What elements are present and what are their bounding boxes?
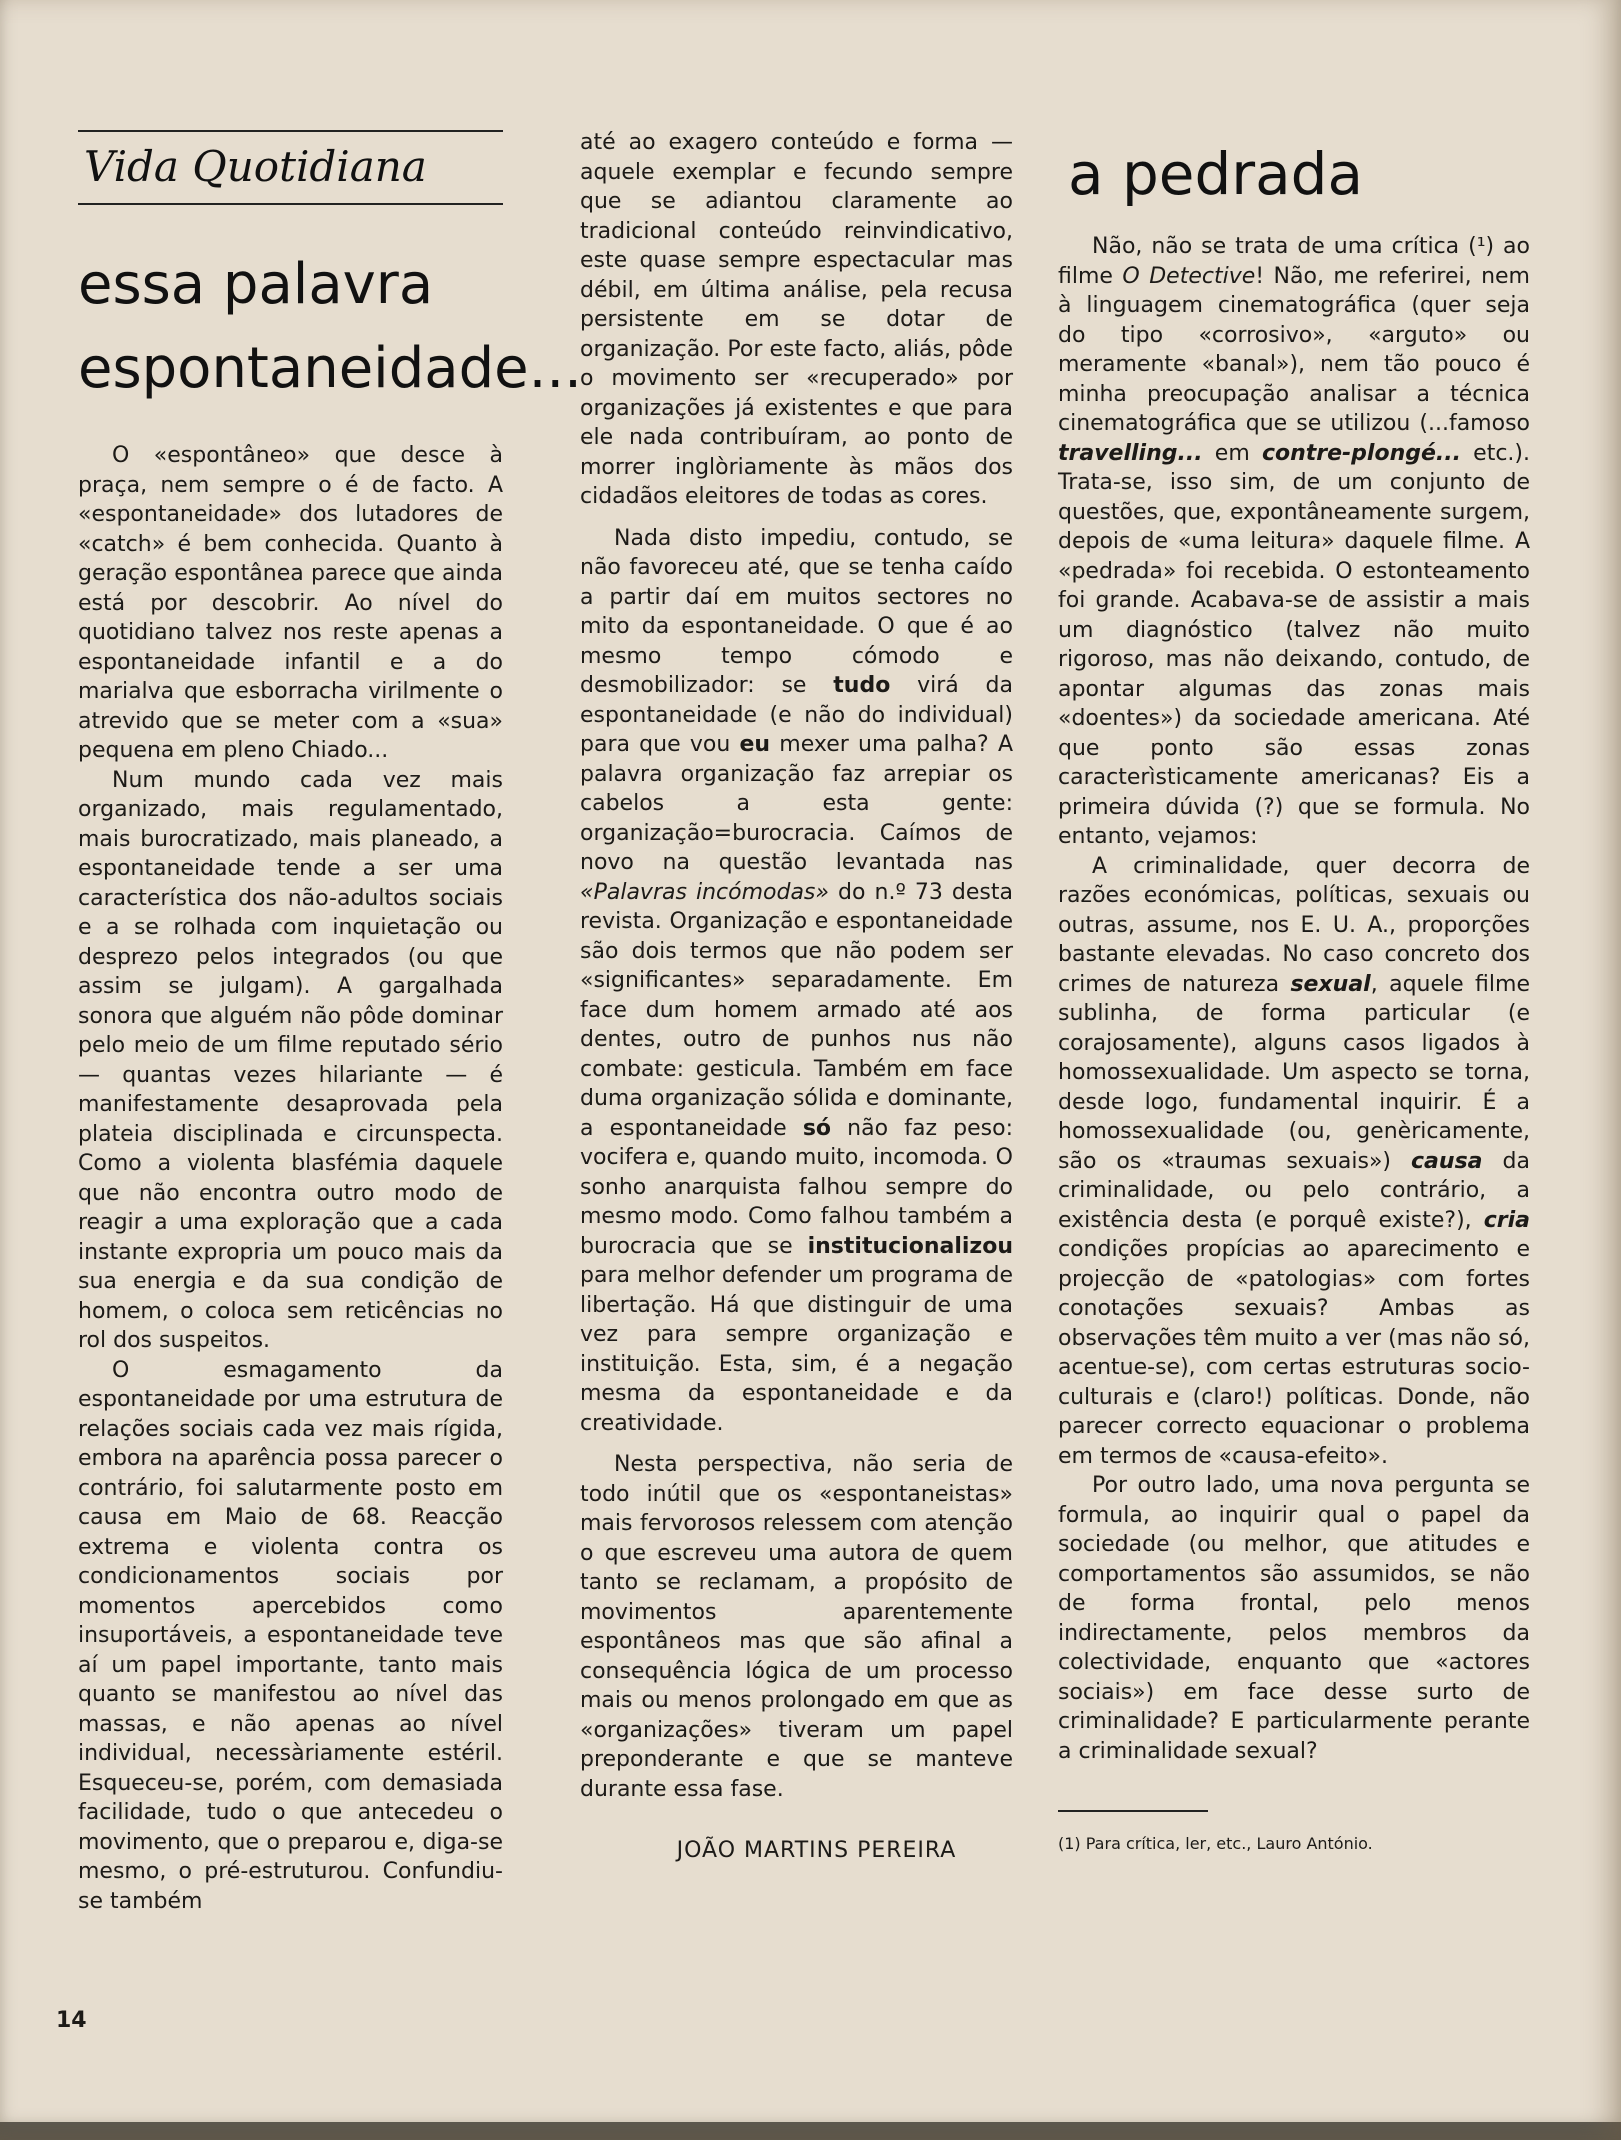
text-run: etc.). Trata-se, isso sim, de um conjunto de questões, que, expontâneamente surgem, depois de «uma leitura» daquele filme. A «pedrada» foi recebida. O estonteamento foi grande. Acabava-se de assistir a mais um diagnóstico (talvez não muito rigoroso, mas não deixando, contudo, de apontar algumas das zonas mais «doentes») da sociedade americana. Até que ponto são essas zonas caracterìsticamente americanas? Eis a primeira dúvida (?) que se formula. No entanto, vejamos: [1058, 440, 1530, 849]
column-right [1058, 128, 1530, 1853]
bold-run: só [802, 1115, 832, 1141]
text-run: Nada disto impediu, contudo, se não favoreceu até, que se tenha caído a partir daí em muitos sectores no mito da espontaneidade. O que é ao mesmo tempo cómodo e desmobilizador: se [580, 525, 1013, 698]
paragraph [1058, 232, 1530, 852]
bold-run: tudo [833, 673, 891, 698]
bold-italic-run: travelling... [1058, 440, 1203, 466]
scan-bottom-strip [0, 2122, 1621, 2140]
section-label: Vida Quotidiana [84, 142, 427, 191]
bold-italic-run: cria [1483, 1207, 1530, 1233]
text-run: da criminalidade, ou pelo contrário, a existência desta (e porquê existe?), [1058, 1148, 1530, 1233]
footnote-divider [1058, 1810, 1208, 1812]
footnote: (1) Para crítica, ler, etc., Lauro António. [1058, 1834, 1373, 1853]
text-run: do n.º 73 desta revista. Organização e espontaneidade são dois termos que não podem ser «significantes» separadamente. Em face dum homem armado até aos dentes, outro de punhos nus não combate: gesticula. Também em face duma organização sólida e dominante, a espontaneidade [580, 879, 1013, 1141]
paragraph: Num mundo cada vez mais organizado, mais regulamentado, mais burocratizado, mais planeado, a espontaneidade tende a ser uma característica dos não-adultos sociais e a se rolhada com inquietação ou desprezo pelos integrados (ou que assim se julgam). A gargalhada sonora que alguém não pôde dominar pelo meio de um filme reputado sério — quantas vezes hilariante — é manifestamente desaprovada pela plateia disciplinada e circunspecta. Como a violenta blasfémia daquele que não encontra outro modo de reagir a uma exploração que a cada instante expropria um pouco mais da sua energia e da sua condição de homem, o coloca sem reticências no rol dos suspeitos. [78, 767, 503, 1353]
text-run: Não, não se trata de uma crítica (¹) ao filme [1058, 234, 1530, 289]
italic-run: «Palavras incómodas» [580, 879, 829, 905]
text-run: não faz peso: vocifera e, quando muito, incomoda. O sonho anarquista falhou sempre do mesmo modo. Como falhou também a burocracia que se [580, 1115, 1013, 1259]
bold-italic-run: contre-plongé... [1261, 440, 1461, 466]
section-rubric [78, 130, 503, 205]
text-run: condições propícias ao aparecimento e projecção de «patologias» com fortes conotações sexuais? Ambas as observações têm muito a ver (mas não só, acentue-se), com certas estruturas socio-culturais e (claro!) políticas. Donde, não parecer correcto equacionar o problema em termos de «causa-efeito». [1058, 1237, 1530, 1469]
article-title-line2: espontaneidade... [78, 336, 582, 401]
italic-run: O Detective [1122, 263, 1256, 289]
paragraph: Nesta perspectiva, não seria de todo inútil que os «espontaneistas» mais fervorosos relessem com atenção o que escreveu uma autora de quem tanto se reclamam, a propósito de movimentos aparentemente espontâneos mas que são afinal a consequência lógica de um processo mais ou menos prolongado em que as «organizações» tiveram um papel preponderante e que se manteve durante essa fase. [580, 1452, 1013, 1802]
bold-italic-run: causa [1411, 1148, 1483, 1174]
paragraph: até ao exagero conteúdo e forma — aquele exemplar e fecundo sempre que se adiantou claramente ao tradicional conteúdo reinvindicativo, este quase sempre espectacular mas débil, em última análise, pela recusa persistente em se dotar de organização. Por este facto, aliás, pôde o movimento ser «recuperado» por organizações já existentes e que para ele nada contribuíram, ao ponto de morrer inglòriamente às mãos dos cidadãos eleitores de todas as cores. [580, 130, 1013, 509]
author-signature: JOÃO MARTINS PEREIRA [676, 1838, 957, 1863]
paragraph [1058, 852, 1530, 1472]
text-run: ! Não, me referirei, nem à linguagem cinematográfica (quer seja do tipo «corrosivo», «arguto» ou meramente «banal»), nem tão pouco é minha preocupação analisar a técnica cinematográfica que se utilizou (...famoso [1058, 263, 1530, 436]
text-run: A criminalidade, quer decorra de razões económicas, políticas, sexuais ou outras, assume, nos E. U. A., proporções bastante elevadas. No caso concreto dos crimes de natureza [1058, 853, 1530, 997]
second-article-title: a pedrada [1068, 140, 1364, 208]
bold-run: institucionalizou [807, 1233, 1013, 1259]
bold-run: eu [739, 732, 771, 757]
column-middle [580, 128, 1013, 1863]
paragraph: O esmagamento da espontaneidade por uma estrutura de relações sociais cada vez mais rígida, embora na aparência possa parecer o contrário, foi salutarmente posto em causa em Maio de 68. Reacção extrema e violenta contra os condicionamentos sociais por momentos apercebidos como insuportáveis, a espontaneidade teve aí um papel importante, tanto mais quanto se manifestou ao nível das massas, e não apenas ao nível individual, necessàriamente estéril. Esqueceu-se, porém, com demasiada facilidade, tudo o que antecedeu o movimento, que o preparou e, diga-se mesmo, o pré-estruturou. Confundiu-se também [78, 1357, 503, 1914]
bold-italic-run: sexual [1290, 971, 1371, 997]
article-title-line1: essa palavra [78, 252, 434, 317]
column-left [78, 130, 582, 1916]
article-title [78, 243, 582, 411]
paragraph: O «espontâneo» que desce à praça, nem sempre o é de facto. A «espontaneidade» dos lutadores de «catch» é bem conhecida. Quanto à geração espontânea parece que ainda está por descobrir. Ao nível do quotidiano talvez nos reste apenas a espontaneidade infantil e a do marialva que esborracha virilmente o atrevido que se meter com a «sua» pequena em pleno Chiado... [78, 443, 503, 763]
text-run: , aquele filme sublinha, de forma particular (e corajosamente), alguns casos ligados à homossexualidade. Um aspecto se torna, desde logo, fundamental inquirir. É a homossexualidade (ou, genèricamente, são os «traumas sexuais») [1058, 971, 1530, 1174]
text-run: para melhor defender um programa de libertação. Há que distinguir de uma vez para sempre organização e instituição. Esta, sim, é a negação mesma da espontaneidade e da creatividade. [580, 1263, 1013, 1436]
text-run: mexer uma palha? A palavra organização faz arrepiar os cabelos a esta gente: organização=burocracia. Caímos de novo na questão levantada nas [580, 732, 1013, 875]
text-run: em [1202, 440, 1262, 466]
paragraph: Por outro lado, uma nova pergunta se formula, ao inquirir qual o papel da sociedade (ou melhor, que atitudes e comportamentos são assumidos, se não de forma frontal, pelo menos indirectamente, pelos membros da colectividade, enquanto que «actores sociais») em face desse surto de criminalidade? E particularmente perante a criminalidade sexual? [1058, 1473, 1530, 1764]
page-number: 14 [56, 2008, 87, 2033]
paragraph [580, 524, 1013, 1439]
text-run: virá da espontaneidade (e não do individual) para que vou [580, 673, 1013, 757]
